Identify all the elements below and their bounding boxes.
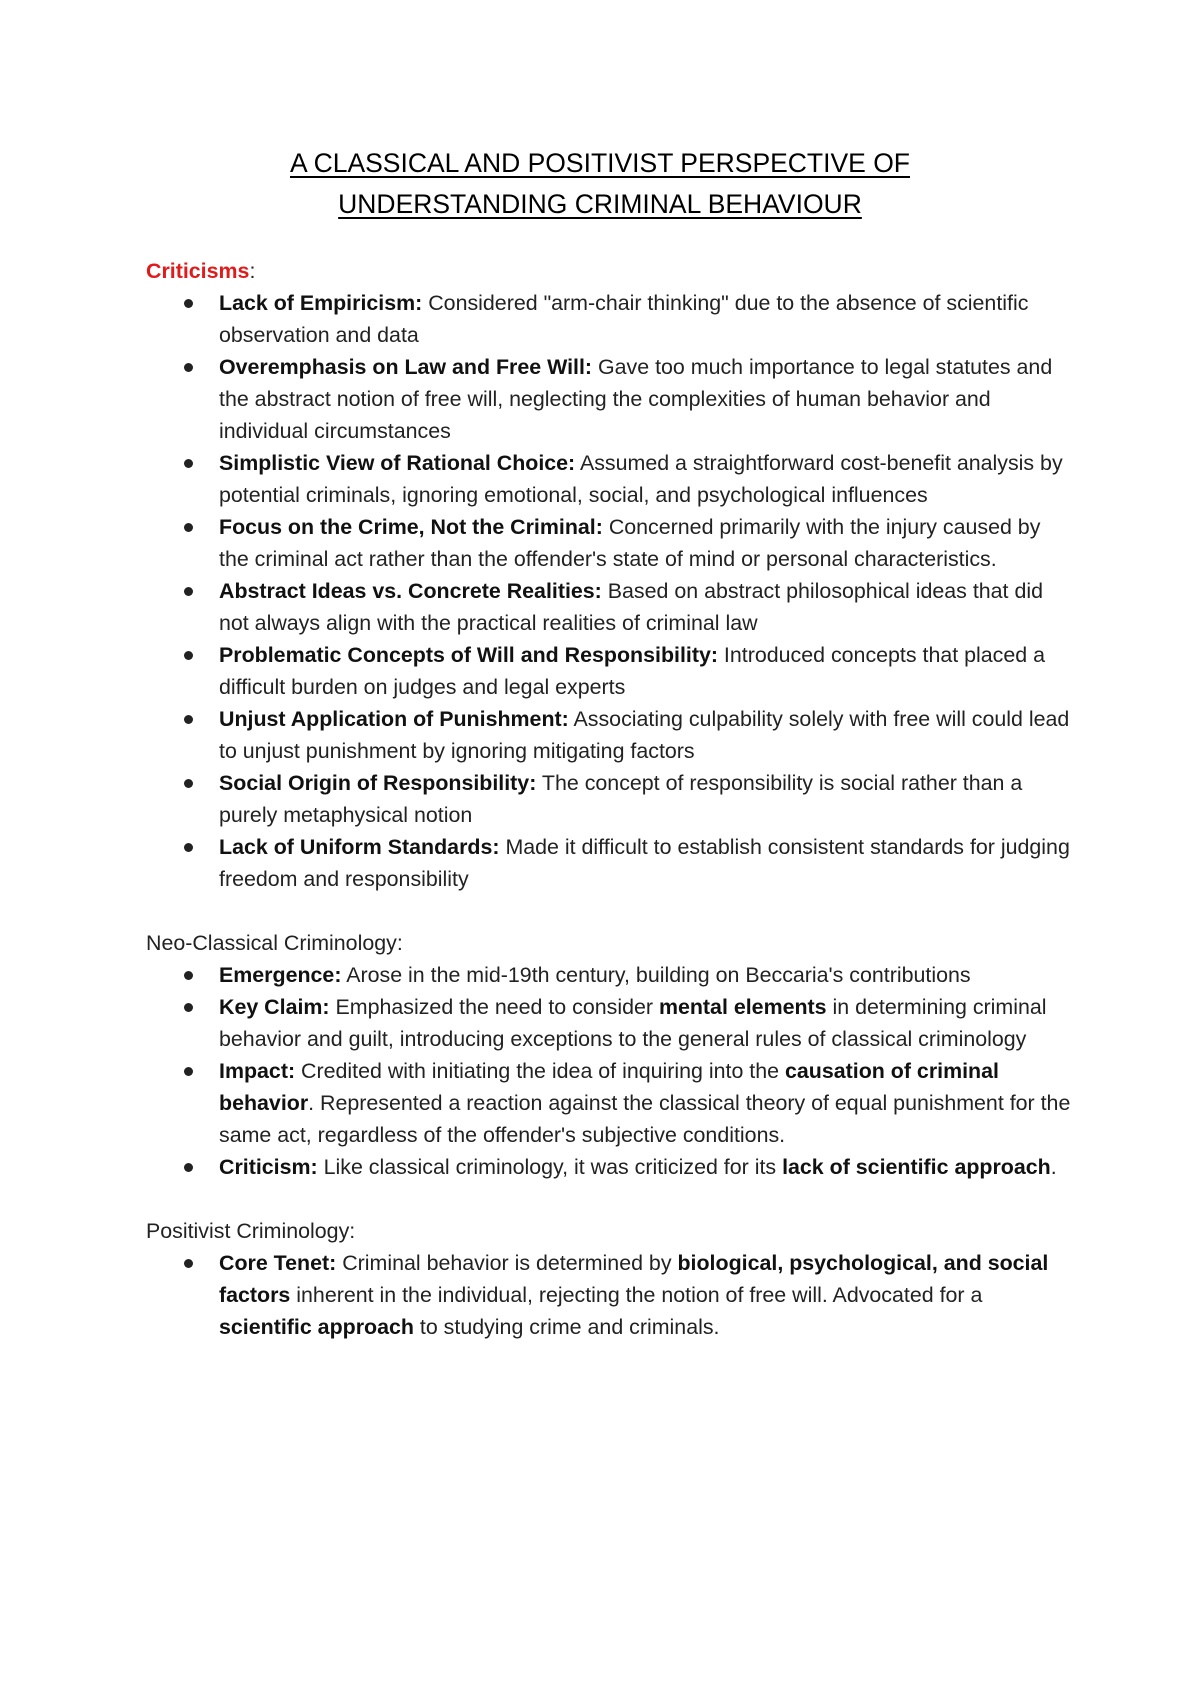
list-item <box>219 703 1076 767</box>
title-line-2: UNDERSTANDING CRIMINAL BEHAVIOUR <box>338 189 862 219</box>
item-term: Impact: <box>219 1059 296 1083</box>
item-text: Considered "arm-chair thinking" due to the absence of scientific observation and data <box>219 291 1029 347</box>
criticisms-heading-colon: : <box>249 259 256 283</box>
positivist-heading: Positivist Criminology: <box>146 1219 356 1243</box>
item-text: Made it difficult to establish consistent standards for judging freedom and responsibility <box>219 835 1070 891</box>
document-title <box>0 143 1200 225</box>
item-term: Abstract Ideas vs. Concrete Realities: <box>219 579 602 603</box>
item-term: Unjust Application of Punishment: <box>219 707 569 731</box>
list-item <box>219 767 1076 831</box>
item-text: Credited with initiating the idea of inquiring into the <box>295 1059 785 1083</box>
bullet-icon <box>184 971 193 980</box>
item-emphasis: biological, psychological, and social factors <box>219 1251 1049 1307</box>
item-emphasis: mental elements <box>658 995 827 1019</box>
item-term: Simplistic View of Rational Choice: <box>219 451 576 475</box>
bullet-icon <box>184 523 193 532</box>
list-item <box>219 575 1076 639</box>
item-emphasis: lack of scientific approach <box>782 1155 1051 1179</box>
bullet-icon <box>184 363 193 372</box>
section-spacer <box>146 1183 1076 1215</box>
item-text: to studying crime and criminals. <box>413 1315 720 1339</box>
item-text: Associating culpability solely with free will could lead to unjust punishment by ignoring mitigating factors <box>219 707 1070 763</box>
bullet-icon <box>184 1259 193 1268</box>
item-text: Arose in the mid-19th century, building on Beccaria's contributions <box>341 963 971 987</box>
item-text: Criminal behavior is determined by <box>336 1251 678 1275</box>
item-term: Lack of Empiricism: <box>219 291 423 315</box>
item-text: in determining criminal behavior and guilt, introducing exceptions to the general rules of classical criminology <box>219 995 1047 1051</box>
bullet-icon <box>184 779 193 788</box>
list-item <box>219 639 1076 703</box>
list-item <box>219 447 1076 511</box>
bullet-icon <box>184 843 193 852</box>
item-term: Core Tenet: <box>219 1251 337 1275</box>
title-line-1: A CLASSICAL AND POSITIVIST PERSPECTIVE OF <box>290 148 910 178</box>
bullet-icon <box>184 459 193 468</box>
list-item <box>219 991 1076 1055</box>
section-spacer <box>146 895 1076 927</box>
item-text: inherent in the individual, rejecting the notion of free will. Advocated for a <box>290 1283 983 1307</box>
bullet-icon <box>184 1067 193 1076</box>
list-item <box>219 511 1076 575</box>
item-term: Key Claim: <box>219 995 330 1019</box>
bullet-icon <box>184 587 193 596</box>
item-term: Social Origin of Responsibility: <box>219 771 537 795</box>
bullet-icon <box>184 1163 193 1172</box>
neo-classical-heading: Neo-Classical Criminology: <box>146 931 403 955</box>
item-term: Lack of Uniform Standards: <box>219 835 500 859</box>
list-item <box>219 831 1076 895</box>
item-emphasis: scientific approach <box>219 1315 414 1339</box>
list-item <box>219 1151 1076 1183</box>
item-term: Overemphasis on Law and Free Will: <box>219 355 593 379</box>
item-emphasis: causation of criminal behavior <box>219 1059 999 1115</box>
item-term: Criticism: <box>219 1155 318 1179</box>
item-text: Based on abstract philosophical ideas that did not always align with the practical realities of criminal law <box>219 579 1043 635</box>
criticisms-list <box>146 287 1076 895</box>
list-item <box>219 1247 1076 1343</box>
item-text: Introduced concepts that placed a difficult burden on judges and legal experts <box>219 643 1046 699</box>
item-text: Concerned primarily with the injury caused by the criminal act rather than the offender's state of mind or personal characteristics. <box>219 515 1041 571</box>
positivist-list <box>146 1247 1076 1343</box>
neo-classical-list <box>146 959 1076 1183</box>
item-text: Gave too much importance to legal statutes and the abstract notion of free will, neglecting the complexities of human behavior and individual circumstances <box>219 355 1053 443</box>
document-body <box>146 255 1076 1343</box>
list-item <box>219 959 1076 991</box>
bullet-icon <box>184 651 193 660</box>
list-item <box>219 351 1076 447</box>
bullet-icon <box>184 299 193 308</box>
criticisms-heading <box>146 255 1076 287</box>
item-text: . Represented a reaction against the classical theory of equal punishment for the same act, regardless of the offender's subjective conditions. <box>219 1091 1071 1147</box>
bullet-icon <box>184 1003 193 1012</box>
item-text: . <box>1050 1155 1057 1179</box>
criticisms-heading-label: Criticisms <box>146 259 250 283</box>
item-term: Focus on the Crime, Not the Criminal: <box>219 515 603 539</box>
list-item <box>219 287 1076 351</box>
bullet-icon <box>184 715 193 724</box>
list-item <box>219 1055 1076 1151</box>
item-term: Emergence: <box>219 963 342 987</box>
item-text: Like classical criminology, it was criticized for its <box>317 1155 783 1179</box>
item-text: Assumed a straightforward cost-benefit analysis by potential criminals, ignoring emotional, social, and psychological influences <box>219 451 1063 507</box>
item-term: Problematic Concepts of Will and Responsibility: <box>219 643 718 667</box>
item-text: Emphasized the need to consider <box>329 995 659 1019</box>
item-text: The concept of responsibility is social rather than a purely metaphysical notion <box>219 771 1023 827</box>
